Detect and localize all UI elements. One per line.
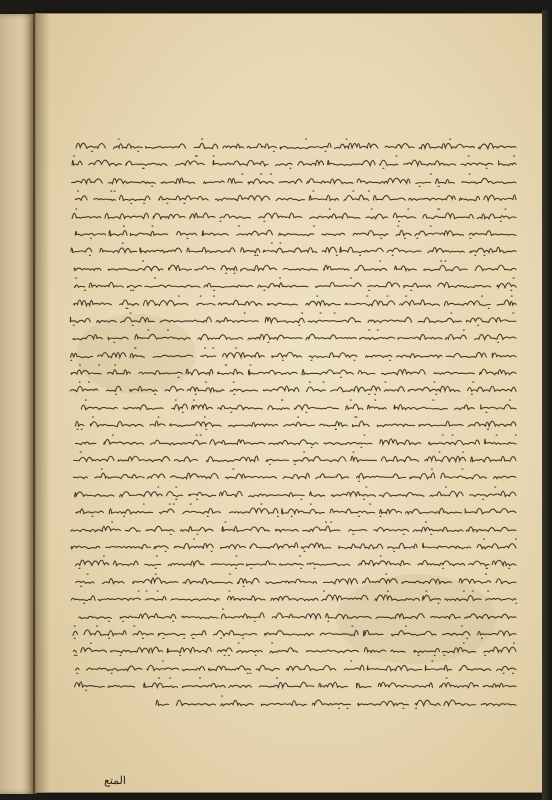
- manuscript-line: [66, 519, 518, 536]
- manuscript-line: [66, 188, 518, 205]
- manuscript-line: [66, 275, 518, 292]
- manuscript-line: [66, 397, 518, 414]
- manuscript-line: [66, 640, 518, 657]
- manuscript-line: [66, 588, 518, 605]
- manuscript-line: [66, 153, 518, 170]
- manuscript-line: [66, 501, 518, 518]
- manuscript-line: [66, 310, 518, 327]
- manuscript-page: [36, 14, 542, 792]
- manuscript-line: [66, 432, 518, 449]
- previous-page-edge[interactable]: [0, 14, 34, 794]
- page-gutter-shadow: [36, 14, 50, 792]
- manuscript-line: [66, 623, 518, 640]
- manuscript-line: [66, 258, 518, 275]
- manuscript-line: [66, 293, 518, 310]
- manuscript-line: [66, 675, 518, 692]
- manuscript-line: [66, 484, 518, 501]
- manuscript-line: [66, 362, 518, 379]
- page-right-edge: [542, 10, 552, 800]
- manuscript-line: [66, 449, 518, 466]
- manuscript-line: [66, 327, 518, 344]
- manuscript-line: [66, 536, 518, 553]
- manuscript-line: [66, 345, 518, 362]
- manuscript-line: [66, 606, 518, 623]
- manuscript-line: [66, 171, 518, 188]
- manuscript-line: [66, 658, 518, 675]
- manuscript-line: [66, 693, 518, 710]
- manuscript-line: [66, 136, 518, 153]
- manuscript-line: [66, 223, 518, 240]
- manuscript-line: [66, 414, 518, 431]
- manuscript-line: [66, 240, 518, 257]
- catchword: المتع: [104, 774, 126, 787]
- manuscript-line: [66, 466, 518, 483]
- manuscript-line: [66, 571, 518, 588]
- handwritten-text-block: [66, 136, 518, 706]
- manuscript-line: [66, 553, 518, 570]
- manuscript-line: [66, 206, 518, 223]
- manuscript-line: [66, 379, 518, 396]
